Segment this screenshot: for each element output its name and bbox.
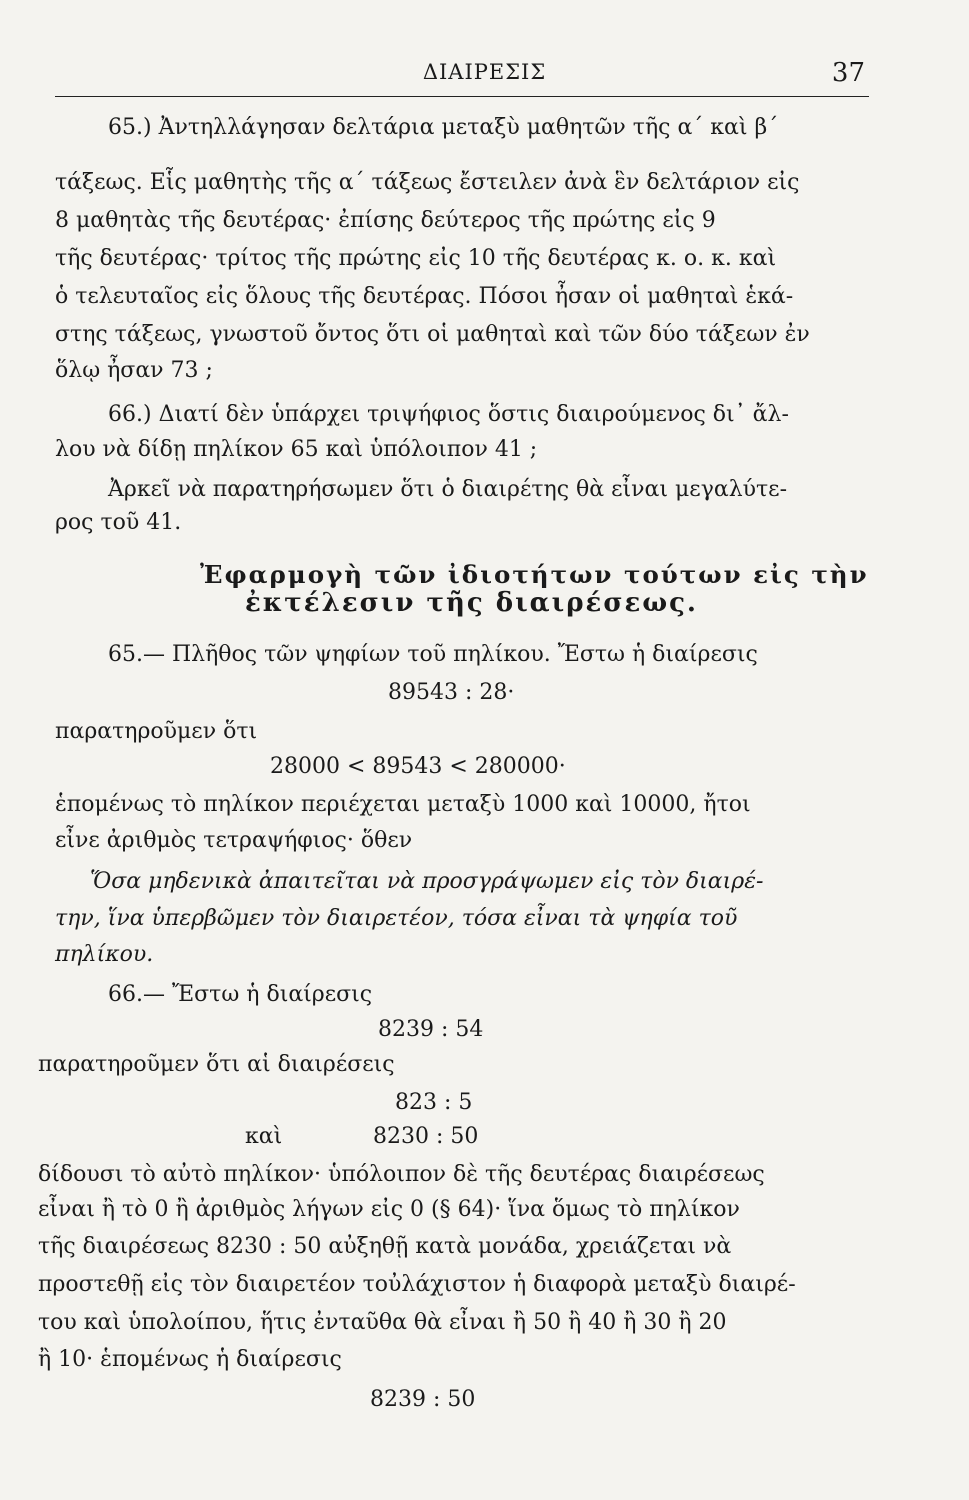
math-line: 8230 : 50 xyxy=(373,1124,479,1149)
italic-rule-line: Ὅσα μηδενικὰ ἀπαιτεῖται νὰ προσγράψωμεν εἰς τὸν διαιρέ- xyxy=(90,869,764,894)
text-line: δίδουσι τὸ αὐτὸ πηλίκον· ὑπόλοιπον δὲ τῆς δευτέρας διαιρέσεως xyxy=(38,1162,765,1187)
text-line: τῆς δευτέρας· τρίτος τῆς πρώτης εἰς 10 τῆς δευτέρας κ. ο. κ. καὶ xyxy=(55,246,777,271)
text-line: προστεθῇ εἰς τὸν διαιρετέον τοὐλάχιστον ἡ διαφορὰ μεταξὺ διαιρέ- xyxy=(38,1272,796,1297)
running-header: ΔΙΑΙΡΕΣΙΣ xyxy=(422,60,547,84)
math-line: 823 : 5 xyxy=(395,1090,473,1115)
section-heading: Ἐφαρμογὴ τῶν ἰδιοτήτων τούτων εἰς τὴν xyxy=(200,560,869,589)
text-line: καὶ xyxy=(245,1124,283,1149)
text-line: παρατηροῦμεν ὅτι αἱ διαιρέσεις xyxy=(38,1052,395,1077)
text-line: ἑπομένως τὸ πηλίκον περιέχεται μεταξὺ 1000 καὶ 10000, ἤτοι xyxy=(55,792,751,817)
text-line: εἶναι ἢ τὸ 0 ἢ ἀριθμὸς λήγων εἰς 0 (§ 64)· ἵνα ὅμως τὸ πηλίκον xyxy=(38,1197,740,1222)
text-line: εἶνε ἀριθμὸς τετραψήφιος· ὅθεν xyxy=(55,828,413,853)
text-line: ρος τοῦ 41. xyxy=(55,510,182,535)
math-line: 28000 < 89543 < 280000· xyxy=(270,754,566,779)
math-line: 89543 : 28· xyxy=(388,680,515,705)
text-line: Ἀρκεῖ νὰ παρατηρήσωμεν ὅτι ὁ διαιρέτης θὰ εἶναι μεγαλύτε- xyxy=(108,477,788,502)
text-line: ὅλῳ ἦσαν 73 ; xyxy=(55,358,213,383)
math-line: 8239 : 54 xyxy=(378,1017,484,1042)
text-line: ὁ τελευταῖος εἰς ὅλους τῆς δευτέρας. Πόσοι ἦσαν οἱ μαθηταὶ ἑκά- xyxy=(55,284,794,309)
text-line: στης τάξεως, γνωστοῦ ὄντος ὅτι οἱ μαθηταὶ καὶ τῶν δύο τάξεων ἐν xyxy=(55,322,810,347)
text-line: 65.) Ἀντηλλάγησαν δελτάρια μεταξὺ μαθητῶν τῆς α΄ καὶ β΄ xyxy=(108,115,779,140)
italic-rule-line: την, ἵνα ὑπερβῶμεν τὸν διαιρετέον, τόσα εἶναι τὰ ψηφία τοῦ xyxy=(55,906,738,931)
text-line: λου νὰ δίδῃ πηλίκον 65 καὶ ὑπόλοιπον 41 ; xyxy=(55,437,538,462)
text-line: ἢ 10· ἑπομένως ἡ διαίρεσις xyxy=(38,1347,342,1372)
page-number: 37 xyxy=(831,58,865,88)
text-line: 66.— Ἔστω ἡ διαίρεσις xyxy=(108,982,373,1007)
text-line: του καὶ ὑπολοίπου, ἥτις ἐνταῦθα θὰ εἶναι ἢ 50 ἢ 40 ἢ 30 ἢ 20 xyxy=(38,1310,727,1335)
header-rule xyxy=(55,96,869,97)
text-line: παρατηροῦμεν ὅτι xyxy=(55,719,258,744)
section-heading: ἐκτέλεσιν τῆς διαιρέσεως. xyxy=(245,588,698,618)
text-line: 65.— Πλῆθος τῶν ψηφίων τοῦ πηλίκου. Ἔστω ἡ διαίρεσις xyxy=(108,642,758,667)
text-line: 8 μαθητὰς τῆς δευτέρας· ἐπίσης δεύτερος τῆς πρώτης εἰς 9 xyxy=(55,208,716,233)
text-line: τῆς διαιρέσεως 8230 : 50 αὐξηθῇ κατὰ μονάδα, χρειάζεται νὰ xyxy=(38,1234,732,1259)
text-line: 66.) Διατί δὲν ὑπάρχει τριψήφιος ὅστις διαιρούμενος δι᾿ ἄλ- xyxy=(108,402,789,427)
math-line: 8239 : 50 xyxy=(370,1387,476,1412)
text-line: τάξεως. Εἷς μαθητὴς τῆς α΄ τάξεως ἔστειλεν ἀνὰ ἓν δελτάριον εἰς xyxy=(55,170,800,195)
italic-rule-line: πηλίκου. xyxy=(55,942,154,967)
